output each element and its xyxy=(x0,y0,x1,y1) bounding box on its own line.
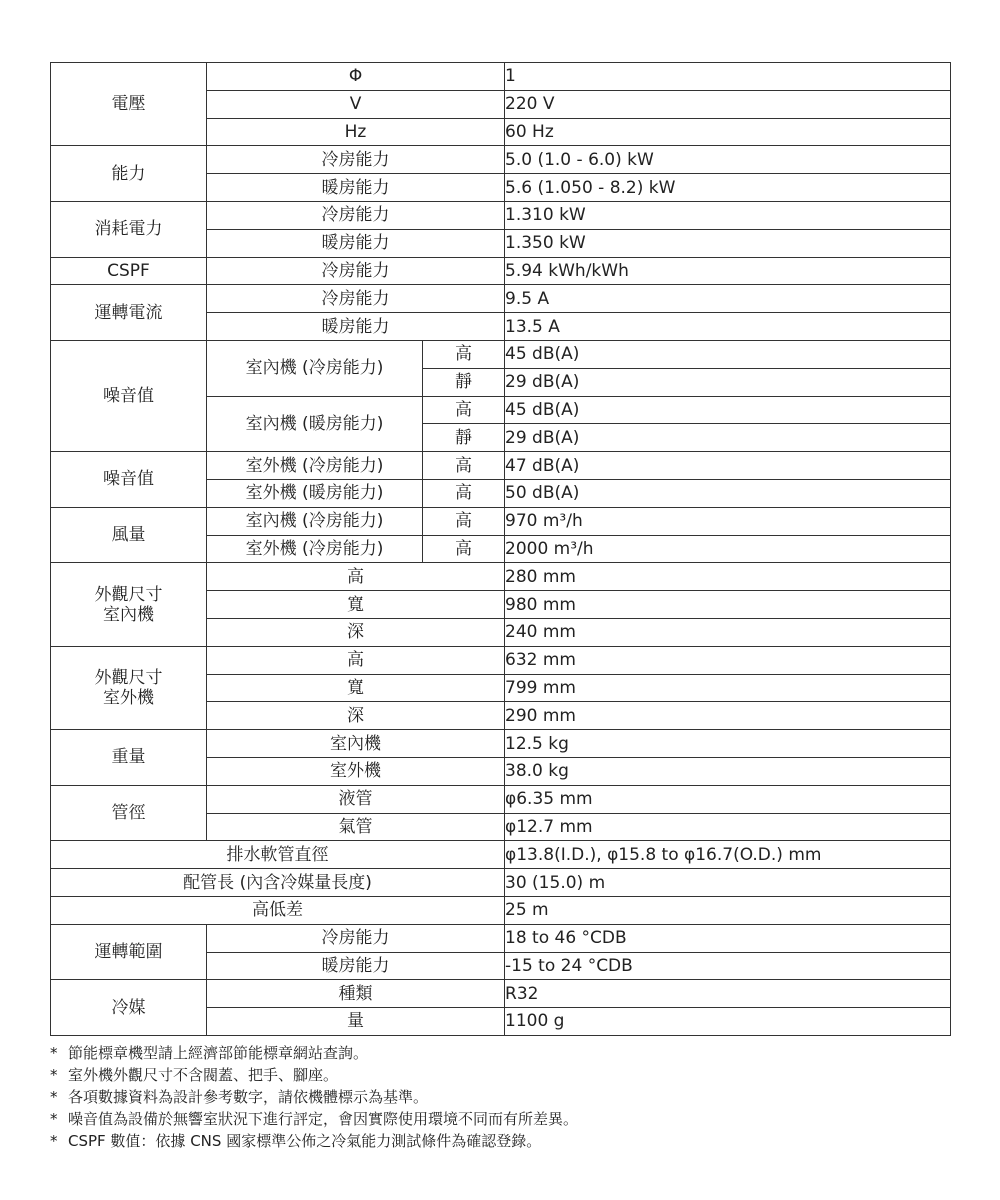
dim-outdoor-height-value: 632 mm xyxy=(505,646,951,674)
airflow-outdoor-label: 室外機 (冷房能力) xyxy=(207,535,423,563)
table-row xyxy=(51,841,951,869)
noise-indoor-heat-high-level: 高 xyxy=(423,396,505,424)
table-row xyxy=(51,340,951,368)
current-cool-value: 9.5 A xyxy=(505,285,951,313)
table-row xyxy=(51,869,951,897)
table-row xyxy=(51,285,951,313)
refrigerant-label: 冷媒 xyxy=(51,980,207,1036)
noise-indoor-label: 噪音值 xyxy=(51,340,207,451)
noise-indoor-cool-quiet-value: 29 dB(A) xyxy=(505,368,951,396)
drain-value: φ13.8(I.D.), φ15.8 to φ16.7(O.D.) mm xyxy=(505,841,951,869)
voltage-phase-value: 1 xyxy=(505,63,951,91)
table-row xyxy=(51,924,951,952)
voltage-v-label: V xyxy=(207,90,505,118)
pipe-gas-label: 氣管 xyxy=(207,813,505,841)
table-row xyxy=(51,563,951,591)
dim-outdoor-depth-value: 290 mm xyxy=(505,702,951,730)
noise-outdoor-cool-level: 高 xyxy=(423,452,505,480)
dim-indoor-label xyxy=(51,563,207,646)
capacity-heat-label: 暖房能力 xyxy=(207,174,505,202)
table-row xyxy=(51,646,951,674)
table-row xyxy=(51,730,951,758)
table-row xyxy=(51,785,951,813)
pipe-gas-value: φ12.7 mm xyxy=(505,813,951,841)
dim-indoor-depth-label: 深 xyxy=(207,618,505,646)
footnote-text: 室外機外觀尺寸不含閥蓋、把手、腳座。 xyxy=(68,1066,339,1084)
pipe-label: 管徑 xyxy=(51,785,207,841)
dim-indoor-width-value: 980 mm xyxy=(505,591,951,619)
current-heat-value: 13.5 A xyxy=(505,313,951,341)
weight-indoor-value: 12.5 kg xyxy=(505,730,951,758)
table-row xyxy=(51,507,951,535)
weight-outdoor-value: 38.0 kg xyxy=(505,757,951,785)
footnote-text: 節能標章機型請上經濟部節能標章網站查詢。 xyxy=(68,1044,369,1062)
dim-indoor-width-label: 寬 xyxy=(207,591,505,619)
weight-indoor-label: 室內機 xyxy=(207,730,505,758)
airflow-outdoor-level: 高 xyxy=(423,535,505,563)
pipe-length-value: 30 (15.0) m xyxy=(505,869,951,897)
power-cool-label: 冷房能力 xyxy=(207,201,505,229)
footnote-text: 噪音值為設備於無響室狀況下進行評定，會因實際使用環境不同而有所差異。 xyxy=(68,1110,579,1128)
dim-outdoor-width-value: 799 mm xyxy=(505,674,951,702)
footnote xyxy=(50,1130,950,1152)
refrigerant-amount-label: 量 xyxy=(207,1008,505,1036)
table-row xyxy=(51,980,951,1008)
range-label: 運轉範圍 xyxy=(51,924,207,980)
power-heat-label: 暖房能力 xyxy=(207,229,505,257)
capacity-cool-label: 冷房能力 xyxy=(207,146,505,174)
refrigerant-amount-value: 1100 g xyxy=(505,1008,951,1036)
voltage-phase-label: Φ xyxy=(207,63,505,91)
capacity-cool-value: 5.0 (1.0 - 6.0) kW xyxy=(505,146,951,174)
airflow-indoor-level: 高 xyxy=(423,507,505,535)
dim-indoor-label-line1: 外觀尺寸 xyxy=(94,584,163,605)
footnote-bullet: * xyxy=(50,1132,58,1150)
footnote-bullet: * xyxy=(50,1044,58,1062)
table-row xyxy=(51,63,951,91)
dim-outdoor-label xyxy=(51,646,207,729)
weight-outdoor-label: 室外機 xyxy=(207,757,505,785)
dim-indoor-depth-value: 240 mm xyxy=(505,618,951,646)
current-label: 運轉電流 xyxy=(51,285,207,341)
noise-outdoor-cool-label: 室外機 (冷房能力) xyxy=(207,452,423,480)
dim-indoor-label-line2: 室內機 xyxy=(103,604,154,625)
noise-indoor-cool-high-value: 45 dB(A) xyxy=(505,340,951,368)
cspf-label: CSPF xyxy=(51,257,207,285)
dim-outdoor-width-label: 寬 xyxy=(207,674,505,702)
footnote-text: CSPF 數值：依據 CNS 國家標準公佈之冷氣能力測試條件為確認登錄。 xyxy=(68,1132,542,1150)
current-cool-label: 冷房能力 xyxy=(207,285,505,313)
footnote xyxy=(50,1086,950,1108)
table-row xyxy=(51,896,951,924)
airflow-indoor-value: 970 m³/h xyxy=(505,507,951,535)
capacity-label: 能力 xyxy=(51,146,207,202)
noise-indoor-cool-quiet-level: 靜 xyxy=(423,368,505,396)
capacity-heat-value: 5.6 (1.050 - 8.2) kW xyxy=(505,174,951,202)
dim-indoor-height-label: 高 xyxy=(207,563,505,591)
power-heat-value: 1.350 kW xyxy=(505,229,951,257)
table-row xyxy=(51,146,951,174)
noise-outdoor-cool-value: 47 dB(A) xyxy=(505,452,951,480)
footnote-text: 各項數據資料為設計參考數字，請依機體標示為基準。 xyxy=(68,1088,429,1106)
current-heat-label: 暖房能力 xyxy=(207,313,505,341)
spec-table xyxy=(50,62,951,1036)
height-diff-label: 高低差 xyxy=(51,896,505,924)
footnotes xyxy=(50,1042,950,1152)
table-row xyxy=(51,452,951,480)
noise-indoor-heat-label: 室內機 (暖房能力) xyxy=(207,396,423,452)
range-heat-label: 暖房能力 xyxy=(207,952,505,980)
noise-indoor-cool-label: 室內機 (冷房能力) xyxy=(207,340,423,396)
pipe-liquid-label: 液管 xyxy=(207,785,505,813)
height-diff-value: 25 m xyxy=(505,896,951,924)
dim-indoor-height-value: 280 mm xyxy=(505,563,951,591)
voltage-label: 電壓 xyxy=(51,63,207,146)
power-label: 消耗電力 xyxy=(51,201,207,257)
power-cool-value: 1.310 kW xyxy=(505,201,951,229)
drain-label: 排水軟管直徑 xyxy=(51,841,505,869)
table-row xyxy=(51,257,951,285)
cspf-cool-value: 5.94 kWh/kWh xyxy=(505,257,951,285)
footnote xyxy=(50,1064,950,1086)
airflow-indoor-label: 室內機 (冷房能力) xyxy=(207,507,423,535)
dim-outdoor-label-line1: 外觀尺寸 xyxy=(94,667,163,688)
footnote-bullet: * xyxy=(50,1088,58,1106)
footnote xyxy=(50,1042,950,1064)
range-heat-value: -15 to 24 °CDB xyxy=(505,952,951,980)
noise-outdoor-heat-level: 高 xyxy=(423,479,505,507)
noise-indoor-heat-high-value: 45 dB(A) xyxy=(505,396,951,424)
noise-outdoor-label: 噪音值 xyxy=(51,452,207,508)
dim-outdoor-label-line2: 室外機 xyxy=(103,687,154,708)
pipe-length-label: 配管長 (內含冷媒量長度) xyxy=(51,869,505,897)
cspf-cool-label: 冷房能力 xyxy=(207,257,505,285)
noise-indoor-cool-high-level: 高 xyxy=(423,340,505,368)
noise-outdoor-heat-label: 室外機 (暖房能力) xyxy=(207,479,423,507)
voltage-hz-value: 60 Hz xyxy=(505,118,951,146)
range-cool-label: 冷房能力 xyxy=(207,924,505,952)
voltage-v-value: 220 V xyxy=(505,90,951,118)
noise-outdoor-heat-value: 50 dB(A) xyxy=(505,479,951,507)
pipe-liquid-value: φ6.35 mm xyxy=(505,785,951,813)
voltage-hz-label: Hz xyxy=(207,118,505,146)
airflow-outdoor-value: 2000 m³/h xyxy=(505,535,951,563)
table-row xyxy=(51,201,951,229)
noise-indoor-heat-quiet-value: 29 dB(A) xyxy=(505,424,951,452)
footnote-bullet: * xyxy=(50,1066,58,1084)
noise-indoor-heat-quiet-level: 靜 xyxy=(423,424,505,452)
range-cool-value: 18 to 46 °CDB xyxy=(505,924,951,952)
refrigerant-type-label: 種類 xyxy=(207,980,505,1008)
footnote-bullet: * xyxy=(50,1110,58,1128)
refrigerant-type-value: R32 xyxy=(505,980,951,1008)
dim-outdoor-height-label: 高 xyxy=(207,646,505,674)
footnote xyxy=(50,1108,950,1130)
weight-label: 重量 xyxy=(51,730,207,786)
airflow-label: 風量 xyxy=(51,507,207,563)
dim-outdoor-depth-label: 深 xyxy=(207,702,505,730)
